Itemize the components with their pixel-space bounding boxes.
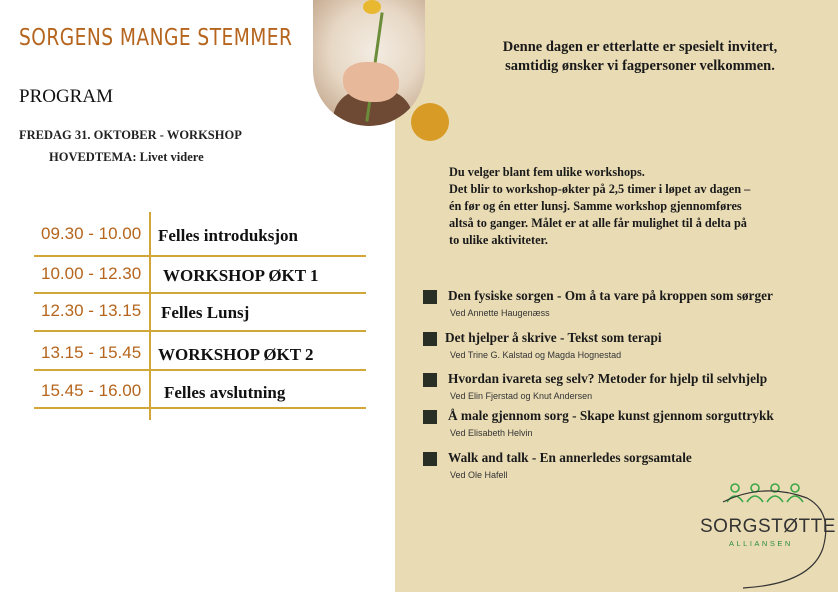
slot-activity: Felles avslutning [164, 383, 286, 402]
slot-activity: Felles Lunsj [161, 303, 250, 322]
workshop-host: Ved Elin Fjerstad og Knut Andersen [450, 391, 593, 401]
workshop-title: Den fysiske sorgen - Om å ta vare på kroppen som sørger [448, 288, 773, 303]
slot-time: 10.00 - 12.30 [41, 264, 142, 283]
schedule-slot [34, 335, 366, 371]
slot-time: 09.30 - 10.00 [41, 224, 142, 243]
workshop-host: Ved Ole Hafell [450, 470, 508, 480]
intro-line: altså to ganger. Målet er at alle får mulighet til å delta på [449, 216, 747, 230]
schedule-slot [34, 256, 366, 292]
intro-line: to ulike aktiviteter. [449, 233, 548, 247]
invite-text [470, 38, 810, 76]
square-bullet-icon [423, 290, 437, 304]
square-bullet-icon [423, 452, 437, 466]
square-bullet-icon [423, 410, 437, 424]
slot-time: 13.15 - 15.45 [41, 343, 142, 362]
slot-activity: WORKSHOP ØKT 2 [158, 345, 314, 364]
workshop-title: Det hjelper å skrive - Tekst som terapi [445, 330, 662, 345]
sorgstotte-logo [695, 480, 835, 588]
workshop-title: Walk and talk - En annerledes sorgsamtale [448, 450, 692, 465]
program-heading: PROGRAM [19, 86, 113, 107]
workshop-title: Hvordan ivareta seg selv? Metoder for hjelp til selvhjelp [448, 371, 768, 386]
logo-subtitle: ALLIANSEN [729, 539, 793, 548]
slot-activity: WORKSHOP ØKT 1 [163, 266, 319, 285]
workshop-title: Å male gjennom sorg - Skape kunst gjennom sorguttrykk [448, 408, 774, 423]
intro-line: Det blir to workshop-økter på 2,5 timer i løpet av dagen – [449, 182, 751, 196]
logo-name: SORGSTØTTE [700, 516, 836, 537]
intro-text [449, 164, 821, 249]
intro-line: Du velger blant fem ulike workshops. [449, 165, 645, 179]
slot-activity: Felles introduksjon [158, 226, 298, 245]
gold-circle [411, 103, 449, 141]
date-line: FREDAG 31. OKTOBER - WORKSHOP [19, 128, 242, 142]
schedule-slot [34, 293, 366, 329]
schedule-rule [34, 330, 366, 332]
schedule-slot [34, 373, 366, 409]
photo-hand [343, 62, 399, 102]
theme-line: HOVEDTEMA: Livet videre [49, 150, 204, 164]
workshop-host: Ved Trine G. Kalstad og Magda Hognestad [450, 350, 622, 360]
slot-time: 15.45 - 16.00 [41, 381, 142, 400]
intro-line: én før og én etter lunsj. Samme workshop gjennomføres [449, 199, 742, 213]
square-bullet-icon [423, 373, 437, 387]
schedule-rule [34, 369, 366, 371]
invite-line: samtidig ønsker vi fagpersoner velkommen. [505, 58, 775, 74]
brand-title: SORGENS MANGE STEMMER [19, 25, 293, 51]
schedule-slot [34, 216, 366, 252]
square-bullet-icon [423, 332, 437, 346]
workshop-host: Ved Elisabeth Helvin [450, 428, 533, 438]
workshop-host: Ved Annette Haugenæss [450, 308, 550, 318]
slot-time: 12.30 - 13.15 [41, 301, 142, 320]
photo-flower [363, 0, 381, 14]
schedule-rule [34, 407, 366, 409]
flower-hand-photo [313, 0, 425, 126]
invite-line: Denne dagen er etterlatte er spesielt invitert, [502, 39, 778, 55]
